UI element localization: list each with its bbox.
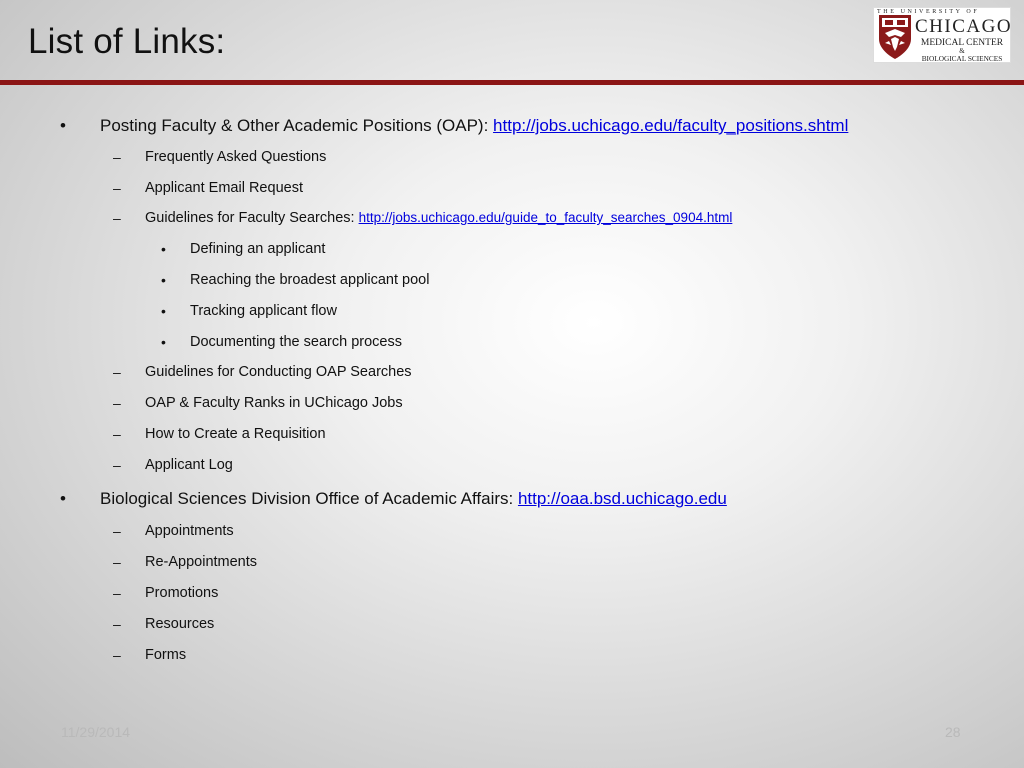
list-item-resources: Resources bbox=[145, 616, 215, 632]
section-oap-heading bbox=[100, 116, 848, 136]
logo-top-line: THE UNIVERSITY OF bbox=[877, 9, 980, 15]
list-item-promotions: Promotions bbox=[145, 585, 219, 601]
list-item-forms: Forms bbox=[145, 647, 187, 663]
dash-marker: – bbox=[113, 180, 121, 196]
bullet-marker: • bbox=[161, 334, 166, 350]
dash-marker: – bbox=[113, 395, 121, 411]
section-bsd-heading bbox=[100, 489, 727, 509]
slide-date: 11/29/2014 bbox=[61, 724, 131, 740]
dash-marker: – bbox=[113, 149, 121, 165]
section-oap-label: Posting Faculty & Other Academic Positions (OAP): bbox=[100, 116, 494, 135]
list-item-faculty-ranks: OAP & Faculty Ranks in UChicago Jobs bbox=[145, 395, 403, 411]
bullet-marker: • bbox=[60, 116, 66, 135]
list-subitem: Documenting the search process bbox=[190, 334, 402, 350]
list-subitem: Tracking applicant flow bbox=[190, 303, 337, 319]
dash-marker: – bbox=[113, 647, 121, 663]
bullet-marker: • bbox=[161, 303, 166, 319]
slide-title: List of Links: bbox=[28, 22, 226, 61]
university-logo bbox=[873, 7, 1011, 63]
bullet-marker: • bbox=[161, 272, 166, 288]
dash-marker: – bbox=[113, 523, 121, 539]
list-item-appointments: Appointments bbox=[145, 523, 234, 539]
dash-marker: – bbox=[113, 554, 121, 570]
logo-ampersand: & bbox=[959, 47, 965, 55]
list-item-guidelines-faculty-searches bbox=[145, 210, 732, 226]
section-bsd-label: Biological Sciences Division Office of Academic Affairs: bbox=[100, 489, 518, 508]
list-item-re-appointments: Re-Appointments bbox=[145, 554, 258, 570]
logo-chicago: CHICAGO bbox=[915, 16, 1013, 37]
dash-marker: – bbox=[113, 457, 121, 473]
dash-marker: – bbox=[113, 426, 121, 442]
dash-marker: – bbox=[113, 364, 121, 380]
guidelines-label: Guidelines for Faculty Searches: bbox=[145, 210, 359, 226]
list-item-faq: Frequently Asked Questions bbox=[145, 149, 327, 165]
phoenix-crest-icon bbox=[877, 13, 913, 61]
dash-marker: – bbox=[113, 210, 121, 226]
oap-faculty-positions-link[interactable]: http://jobs.uchicago.edu/faculty_positions.shtml bbox=[493, 116, 849, 135]
list-subitem: Defining an applicant bbox=[190, 241, 326, 257]
oaa-bsd-link[interactable]: http://oaa.bsd.uchicago.edu bbox=[517, 489, 727, 508]
list-item-applicant-email-request: Applicant Email Request bbox=[145, 180, 303, 196]
guide-faculty-searches-link[interactable]: http://jobs.uchicago.edu/guide_to_faculty_searches_0904.html bbox=[358, 210, 733, 225]
list-subitem: Reaching the broadest applicant pool bbox=[190, 272, 430, 288]
list-item-create-requisition: How to Create a Requisition bbox=[145, 426, 326, 442]
dash-marker: – bbox=[113, 616, 121, 632]
bullet-marker: • bbox=[60, 489, 66, 508]
dash-marker: – bbox=[113, 585, 121, 601]
list-item-applicant-log: Applicant Log bbox=[145, 457, 233, 473]
logo-biological-sciences: BIOLOGICAL SCIENCES bbox=[921, 54, 1003, 63]
list-item-oap-searches: Guidelines for Conducting OAP Searches bbox=[145, 364, 412, 380]
bullet-marker: • bbox=[161, 241, 166, 257]
slide-page-number: 28 bbox=[945, 724, 961, 740]
title-divider bbox=[0, 80, 1024, 85]
logo-medical-center: MEDICAL CENTER bbox=[920, 38, 1004, 48]
